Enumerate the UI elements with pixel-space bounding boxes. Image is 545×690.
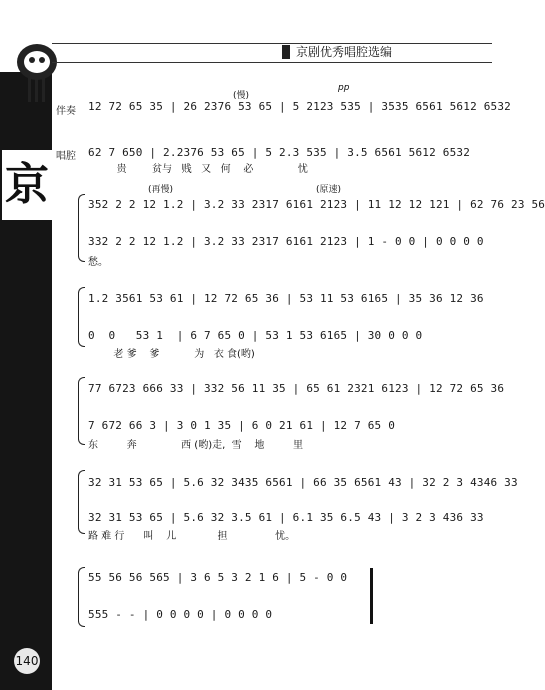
final-barline [370, 568, 373, 624]
tempo-original-mark: (原速) [316, 185, 342, 195]
notation-accompaniment-4: 77 6723 666 33 | 332 56 11 35 | 65 61 2321 6123 | 12 72 65 36 [88, 382, 505, 395]
system-brace-4 [78, 377, 85, 445]
dynamic-pp-mark: pp [338, 83, 350, 93]
lyrics-5: 路 难 行 叫 儿 担 忧。 [88, 531, 296, 542]
book-title: 京剧优秀唱腔选编 [296, 45, 393, 59]
lyrics-1: 贵 贫与 贱 又 何 必 忧 [88, 164, 308, 175]
notation-accompaniment-2: 352 2 2 12 1.2 | 3.2 33 2317 6161 2123 | 11 12 12 121 | 62 76 23 56 [88, 198, 545, 211]
tempo-slower-mark: (再慢) [148, 185, 174, 195]
page-number: 140 [14, 648, 40, 674]
notation-vocal-1: 62 7 650 | 2.2376 53 65 | 5 2.3 535 | 3.5 6561 5612 6532 [88, 146, 471, 159]
notation-vocal-2: 332 2 2 12 1.2 | 3.2 33 2317 6161 2123 | 1 - 0 0 | 0 0 0 0 [88, 235, 484, 248]
system-brace-6 [78, 567, 85, 627]
system-brace-2 [78, 194, 85, 262]
notation-vocal-6: 555 - - | 0 0 0 0 | 0 0 0 0 [88, 608, 273, 621]
header-band [52, 43, 492, 63]
notation-vocal-5: 32 31 53 65 | 5.6 32 3.5 61 | 6.1 35 6.5 43 | 3 2 3 436 33 [88, 511, 484, 524]
lyrics-2: 愁。 [88, 257, 108, 268]
lyrics-4: 东 奔 西 (哟)走, 雪 地 里 [88, 440, 303, 451]
notation-accompaniment-6: 55 56 56 565 | 3 6 5 3 2 1 6 | 5 - 0 0 [88, 571, 348, 584]
notation-accompaniment-5: 32 31 53 65 | 5.6 32 3435 6561 | 66 35 6561 43 | 32 2 3 4346 33 [88, 476, 518, 489]
side-character: 京 [2, 150, 52, 220]
notation-vocal-3: 0 0 53 1 | 6 7 65 0 | 53 1 53 6165 | 30 0 0 0 [88, 329, 423, 342]
system-brace-3 [78, 287, 85, 347]
lyrics-3: 老 爹 爹 为 衣 食(哟) [88, 349, 255, 360]
tempo-slow-mark: (慢) [233, 91, 250, 101]
notation-accompaniment-3: 1.2 3561 53 61 | 12 72 65 36 | 53 11 53 6165 | 35 36 12 36 [88, 292, 484, 305]
vocal-label: 唱腔 [56, 151, 76, 162]
notation-vocal-4: 7 672 66 3 | 3 0 1 35 | 6 0 21 61 | 12 7 65 0 [88, 419, 396, 432]
system-brace-5 [78, 470, 85, 534]
notation-accompaniment-1: 12 72 65 35 | 26 2376 53 65 | 5 2123 535 | 3535 6561 5612 6532 [88, 100, 511, 113]
header-marker [282, 45, 290, 59]
accompaniment-label: 伴奏 [56, 106, 76, 117]
